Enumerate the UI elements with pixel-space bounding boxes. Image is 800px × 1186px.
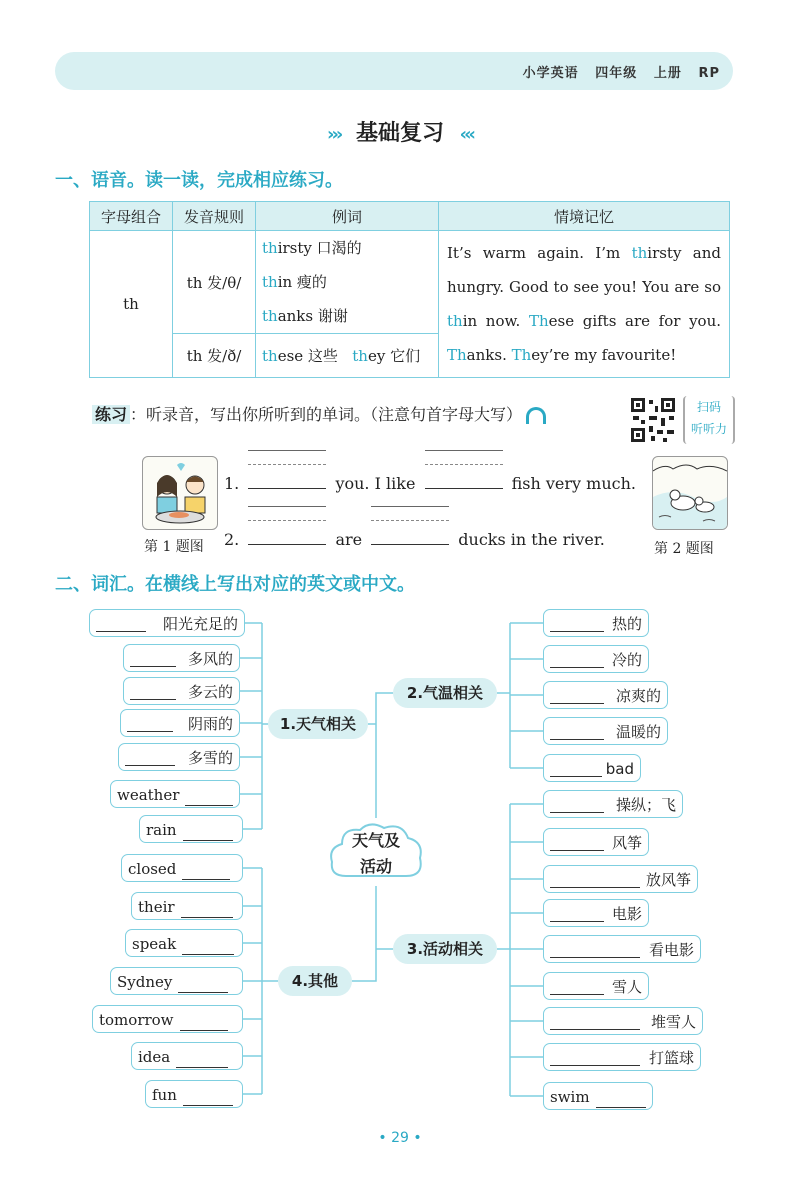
section2-title: 二、词汇。在横线上写出对应的英文或中文。 [55,574,415,595]
category-weather: 1.天气相关 [268,709,368,739]
rule-theta: th 发/θ/ [173,231,256,334]
other-word-7[interactable]: fun [145,1080,243,1108]
other-word-3[interactable]: speak [125,929,243,957]
weather-word-1[interactable]: 阳光充足的 [89,609,245,637]
volume: 上册 [653,66,682,81]
subject: 小学英语 [522,66,579,81]
temperature-word-5[interactable]: bad [543,754,641,782]
page-number: • 29 • [378,1130,422,1146]
activity-word-7[interactable]: 堆雪人 [543,1007,703,1035]
page-title-text: 基础复习 [355,121,444,146]
category-others: 4.其他 [278,966,352,996]
example-thirsty: thirsty 口渴的 [262,239,362,257]
activity-word-2[interactable]: 风筝 [543,828,649,856]
practice-instruction: 练习 ：听录音，写出你所听到的单词。（注意句首字母大写） [92,402,546,425]
category-temperature: 2.气温相关 [393,678,497,708]
weather-word-3[interactable]: 多云的 [123,677,240,705]
weather-word-5[interactable]: 多雪的 [118,743,240,771]
category-activities: 3.活动相关 [393,934,497,964]
activity-word-9[interactable]: swim [543,1082,653,1110]
practice-label: 练习 [92,405,130,424]
other-word-1[interactable]: closed [121,854,243,882]
other-word-2[interactable]: their [131,892,243,920]
temperature-word-1[interactable]: 热的 [543,609,649,637]
example-thin: thin 瘦的 [262,273,327,291]
scan-to-listen-label: 扫码 听听力 [683,396,735,444]
chevrons-right-icon: ››› [327,124,341,145]
section1-title: 一、语音。读一读，完成相应练习。 [55,170,343,191]
example-thanks: thanks 谢谢 [262,307,348,325]
center-topic: 天气及 活动 [351,831,400,876]
header-rule: 发音规则 [173,202,256,231]
temperature-word-3[interactable]: 凉爽的 [543,681,668,709]
weather-word-6[interactable]: weather [110,780,240,808]
context-memory-text: It’s warm again. I’m thirsty and hungry. Good to see you! You are so thin now. These gifts are for you. Thanks. They’re my favourite! [439,231,730,378]
temperature-word-4[interactable]: 温暖的 [543,717,668,745]
other-word-4[interactable]: Sydney [110,967,243,995]
activity-word-1[interactable]: 操纵；飞 [543,790,683,818]
chevrons-left-icon: ‹‹‹ [459,124,473,145]
activity-word-5[interactable]: 看电影 [543,935,701,963]
weather-word-7[interactable]: rain [139,815,243,843]
question2-caption: 第 2 题图 [654,541,714,557]
edition: RP [698,66,720,81]
activity-word-4[interactable]: 电影 [543,899,649,927]
question1-caption: 第 1 题图 [144,539,204,555]
question1-line: 1. you. I like fish very much. [224,470,636,493]
activity-word-3[interactable]: 放风筝 [543,865,698,893]
header-letter-combo: 字母组合 [90,202,173,231]
examples-eth: these 这些 they 它们 [256,334,439,378]
weather-word-4[interactable]: 阴雨的 [120,709,240,737]
header-context: 情境记忆 [439,202,730,231]
other-word-5[interactable]: tomorrow [92,1005,243,1033]
question2-line: 2. are ducks in the river. [224,526,605,549]
grade: 四年级 [595,66,638,81]
activity-word-6[interactable]: 雪人 [543,972,649,1000]
weather-word-2[interactable]: 多风的 [123,644,240,672]
temperature-word-2[interactable]: 冷的 [543,645,649,673]
letter-combo-cell: th [90,231,173,378]
rule-eth: th 发/ð/ [173,334,256,378]
activity-word-8[interactable]: 打篮球 [543,1043,701,1071]
other-word-6[interactable]: idea [131,1042,243,1070]
header-examples: 例词 [256,202,439,231]
